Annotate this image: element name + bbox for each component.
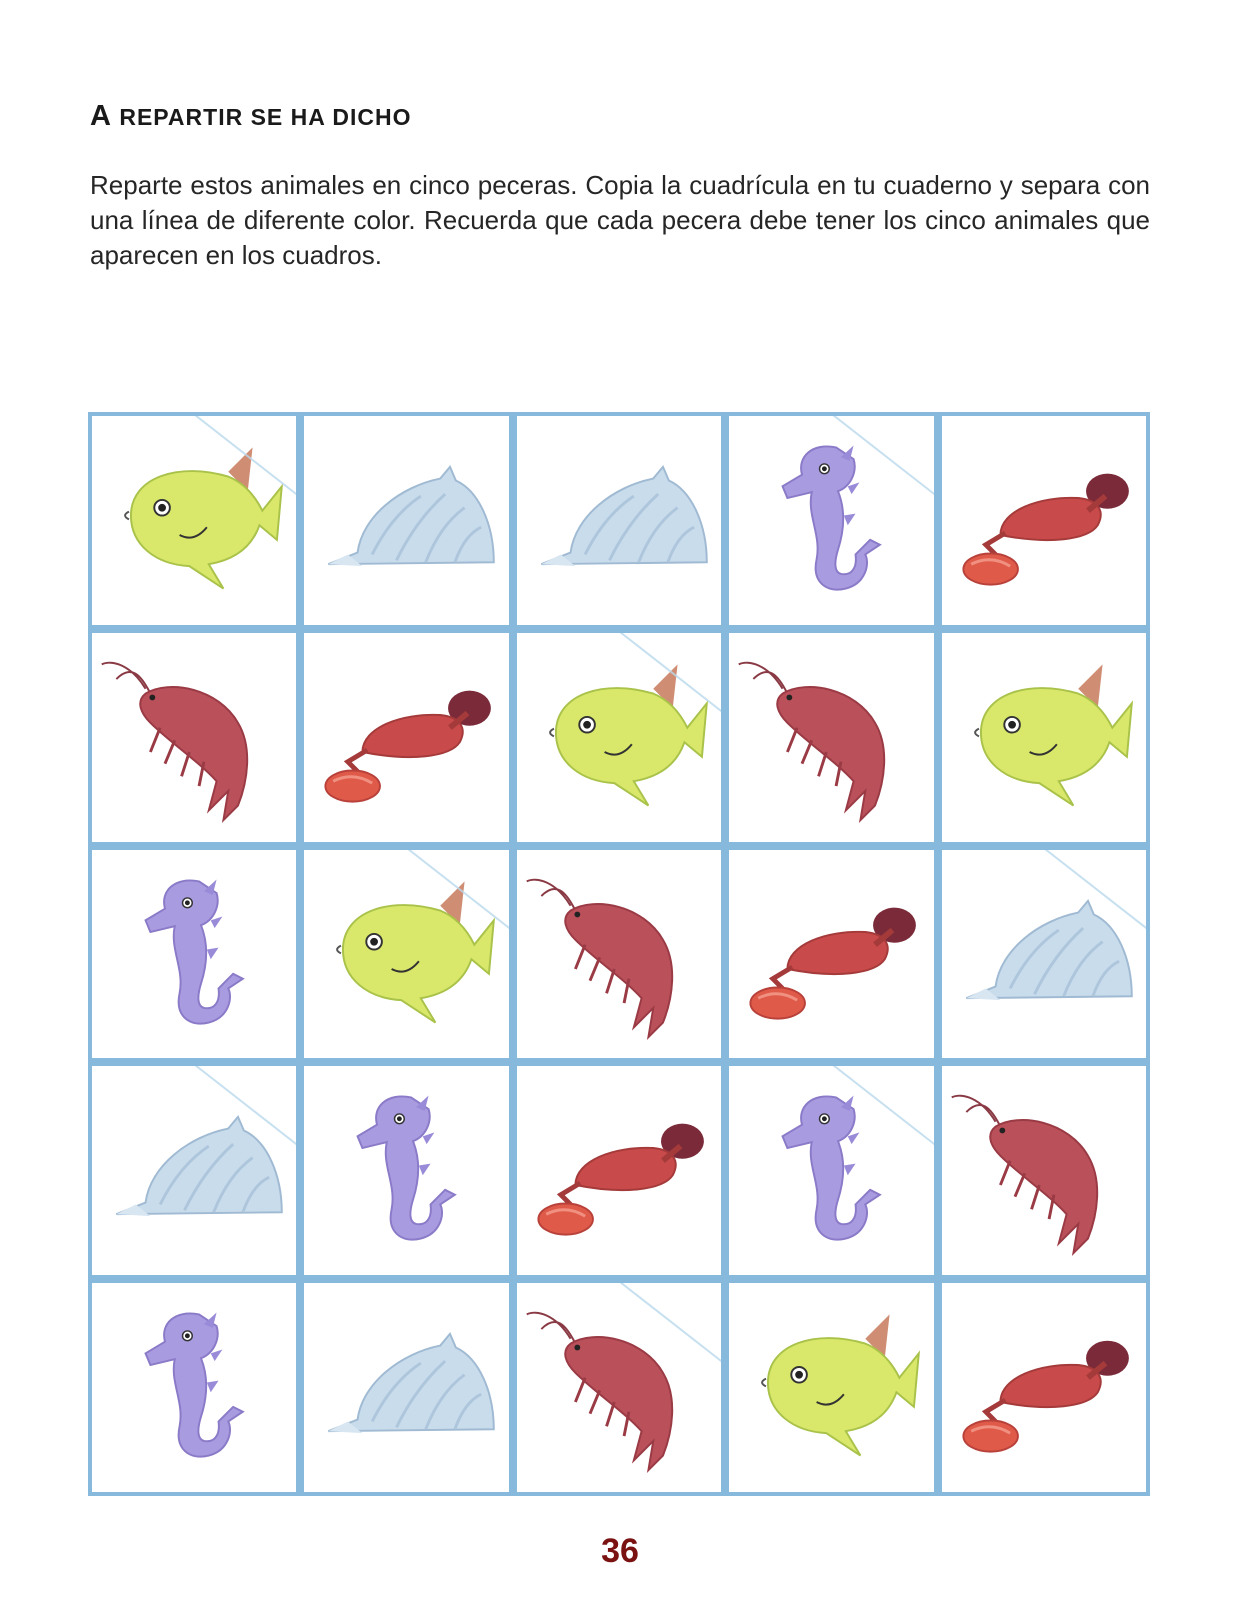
crab-icon xyxy=(517,1066,721,1275)
shell-icon xyxy=(517,416,721,625)
animal-grid xyxy=(88,412,1150,1496)
grid-cell xyxy=(729,1283,933,1492)
fish-icon xyxy=(517,633,721,842)
grid-cell xyxy=(729,633,933,842)
title-first-letter: A xyxy=(90,100,112,132)
instructions-text: Reparte estos animales en cinco peceras. Copia la cuadrícula en tu cuaderno y separa con una línea de diferente color. Recuerda que cada pecera debe tener los cinco animales que aparecen en los cuadros. xyxy=(90,170,1150,270)
fish-icon xyxy=(92,416,296,625)
shrimp-icon xyxy=(942,1066,1146,1275)
shrimp-icon xyxy=(92,633,296,842)
grid-cell xyxy=(92,1066,296,1275)
crab-icon xyxy=(942,1283,1146,1492)
grid-cell xyxy=(729,1066,933,1275)
grid-cell xyxy=(304,1066,508,1275)
seahorse-icon xyxy=(729,416,933,625)
grid-cell xyxy=(517,416,721,625)
crab-icon xyxy=(942,416,1146,625)
grid-cell xyxy=(92,1283,296,1492)
shell-icon xyxy=(92,1066,296,1275)
shell-icon xyxy=(304,1283,508,1492)
grid-cell xyxy=(304,850,508,1059)
fish-icon xyxy=(304,850,508,1059)
grid-cell xyxy=(517,850,721,1059)
grid-cell xyxy=(942,633,1146,842)
page-number: 36 xyxy=(601,1532,639,1570)
grid-cell xyxy=(517,633,721,842)
crab-icon xyxy=(729,850,933,1059)
grid-cell xyxy=(92,633,296,842)
seahorse-icon xyxy=(92,850,296,1059)
grid-cell xyxy=(517,1283,721,1492)
page-title xyxy=(90,100,412,133)
seahorse-icon xyxy=(304,1066,508,1275)
fish-icon xyxy=(729,1283,933,1492)
crab-icon xyxy=(304,633,508,842)
grid-cell xyxy=(304,416,508,625)
shrimp-icon xyxy=(517,850,721,1059)
grid-cell xyxy=(942,1066,1146,1275)
grid-cell xyxy=(729,850,933,1059)
grid-cell xyxy=(304,633,508,842)
seahorse-icon xyxy=(729,1066,933,1275)
grid-cell xyxy=(304,1283,508,1492)
seahorse-icon xyxy=(92,1283,296,1492)
shrimp-icon xyxy=(517,1283,721,1492)
grid-cell xyxy=(92,850,296,1059)
grid-cell xyxy=(729,416,933,625)
grid-cell xyxy=(942,1283,1146,1492)
shell-icon xyxy=(942,850,1146,1059)
grid-cell xyxy=(92,416,296,625)
grid-cell xyxy=(942,416,1146,625)
shell-icon xyxy=(304,416,508,625)
title-rest: REPARTIR SE HA DICHO xyxy=(111,104,412,130)
shrimp-icon xyxy=(729,633,933,842)
grid-cell xyxy=(942,850,1146,1059)
fish-icon xyxy=(942,633,1146,842)
grid-cell xyxy=(517,1066,721,1275)
